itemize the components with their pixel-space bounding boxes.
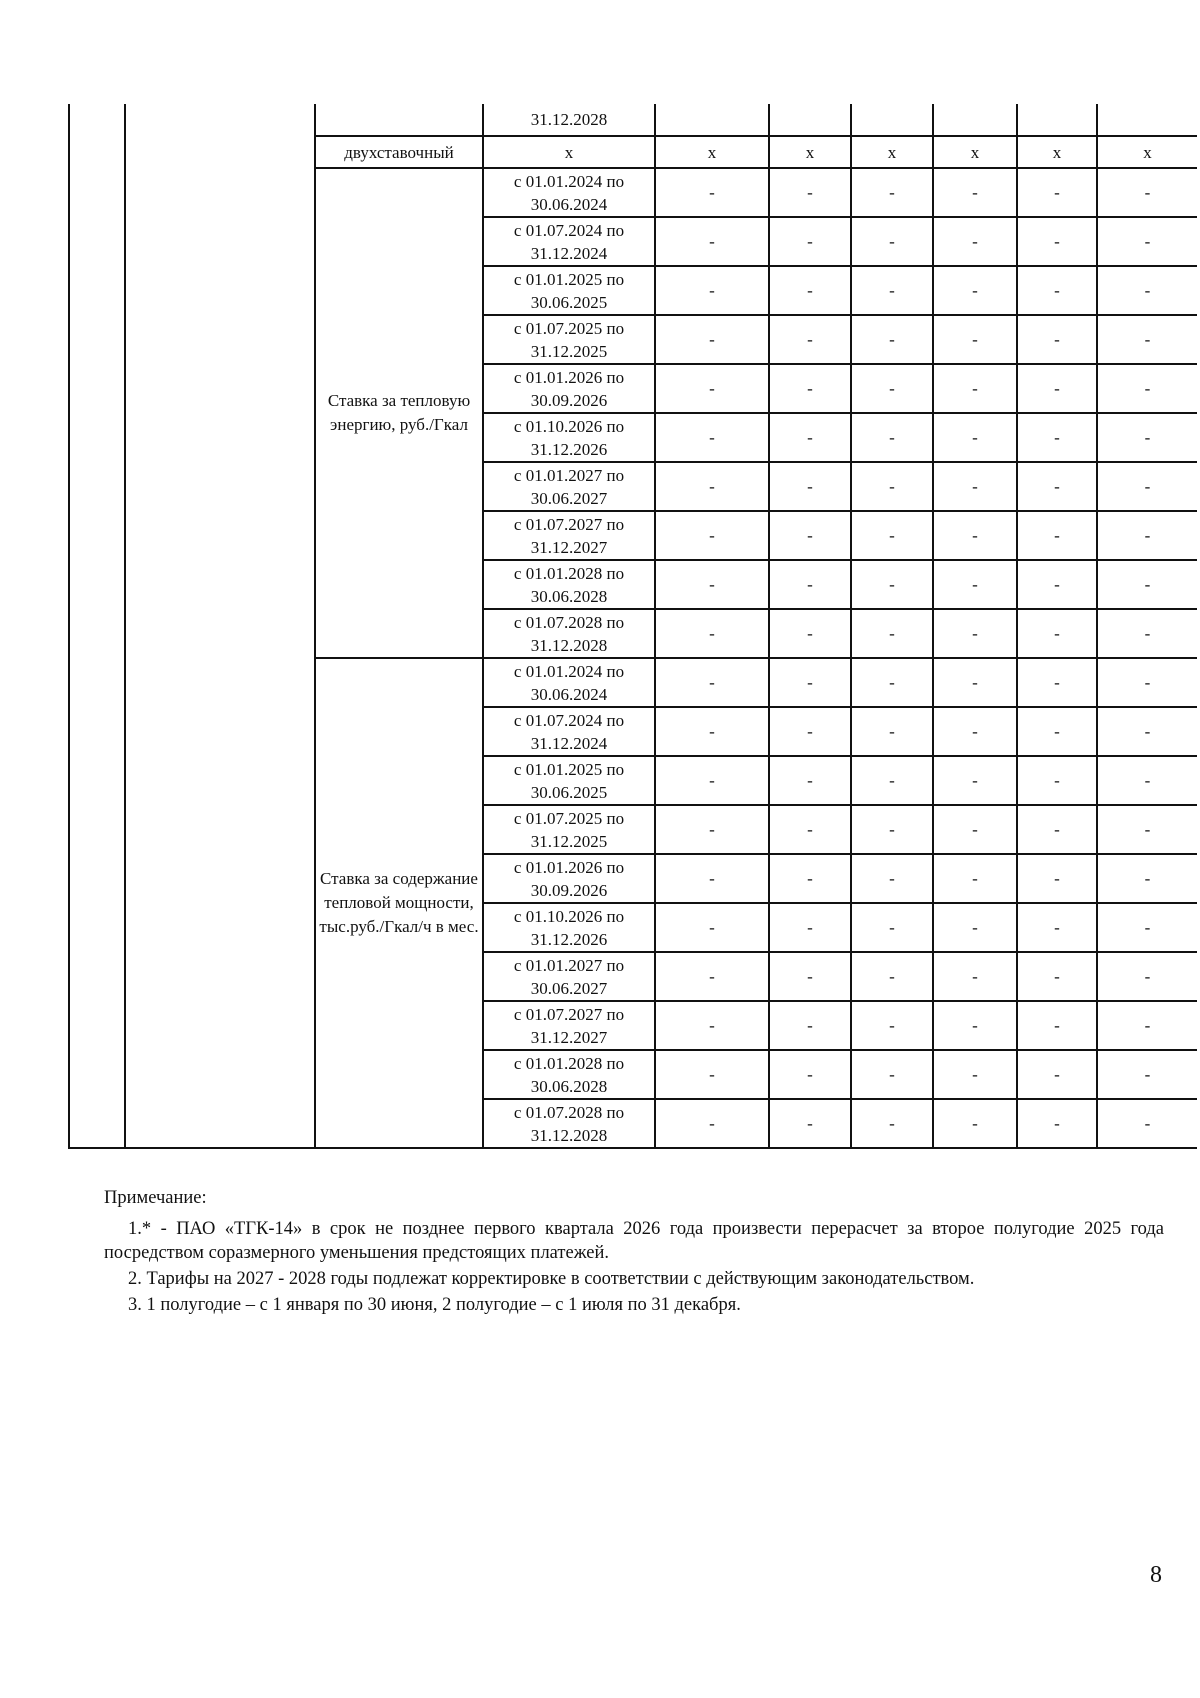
value-cell: - (851, 413, 933, 462)
value-cell: x (851, 136, 933, 168)
value-cell: - (851, 1050, 933, 1099)
value-cell: - (1017, 707, 1097, 756)
side-column-2 (125, 104, 315, 1148)
value-cell (1017, 104, 1097, 136)
value-cell: - (933, 1001, 1017, 1050)
value-cell: - (851, 315, 933, 364)
value-cell: - (769, 511, 851, 560)
period-cell: с 01.01.2028 по 30.06.2028 (483, 560, 655, 609)
value-cell: - (655, 805, 769, 854)
value-cell: - (1097, 266, 1197, 315)
value-cell: - (1097, 1001, 1197, 1050)
value-cell: - (1097, 168, 1197, 217)
value-cell: - (933, 364, 1017, 413)
rate-group-label: Ставка за тепловую энергию, руб./Гкал (315, 168, 483, 658)
value-cell: - (1017, 462, 1097, 511)
value-cell: - (1097, 952, 1197, 1001)
period-cell: с 01.01.2025 по 30.06.2025 (483, 756, 655, 805)
value-cell: - (655, 217, 769, 266)
value-cell: - (933, 266, 1017, 315)
value-cell: - (655, 511, 769, 560)
period-cell: x (483, 136, 655, 168)
value-cell: - (851, 903, 933, 952)
value-cell: - (1017, 511, 1097, 560)
value-cell: - (1097, 511, 1197, 560)
value-cell: - (655, 1099, 769, 1148)
value-cell: - (655, 1050, 769, 1099)
value-cell: - (851, 168, 933, 217)
note-item-2: 2. Тарифы на 2027 - 2028 годы подлежат корректировке в соответствии с действующим законодательством. (128, 1269, 975, 1289)
period-cell: с 01.01.2027 по 30.06.2027 (483, 952, 655, 1001)
period-cell: с 01.07.2025 по 31.12.2025 (483, 315, 655, 364)
value-cell: - (655, 756, 769, 805)
value-cell: - (933, 952, 1017, 1001)
value-cell: - (769, 560, 851, 609)
value-cell: - (1097, 462, 1197, 511)
value-cell: - (1097, 658, 1197, 707)
period-cell: с 01.07.2027 по 31.12.2027 (483, 1001, 655, 1050)
value-cell: - (655, 364, 769, 413)
value-cell: - (1097, 364, 1197, 413)
value-cell: - (769, 658, 851, 707)
value-cell: - (655, 413, 769, 462)
value-cell: - (769, 168, 851, 217)
value-cell: - (1097, 756, 1197, 805)
value-cell: - (933, 1050, 1017, 1099)
value-cell: - (1097, 1050, 1197, 1099)
value-cell: - (1017, 1001, 1097, 1050)
period-cell: с 01.01.2026 по 30.09.2026 (483, 854, 655, 903)
period-cell: с 01.10.2026 по 31.12.2026 (483, 413, 655, 462)
value-cell: - (769, 1001, 851, 1050)
period-cell: с 01.01.2027 по 30.06.2027 (483, 462, 655, 511)
value-cell: - (851, 707, 933, 756)
table-row (69, 104, 1197, 136)
value-cell: - (851, 511, 933, 560)
value-cell: - (933, 756, 1017, 805)
value-cell: - (851, 266, 933, 315)
value-cell: - (655, 315, 769, 364)
notes-section (104, 1186, 1164, 1319)
value-cell: - (655, 1001, 769, 1050)
value-cell: x (1097, 136, 1197, 168)
value-cell: - (851, 217, 933, 266)
value-cell: - (655, 560, 769, 609)
value-cell: - (1017, 952, 1097, 1001)
value-cell: - (655, 609, 769, 658)
value-cell: - (1017, 1099, 1097, 1148)
value-cell: - (769, 217, 851, 266)
value-cell: - (933, 413, 1017, 462)
period-cell: с 01.07.2024 по 31.12.2024 (483, 707, 655, 756)
value-cell: - (1017, 756, 1097, 805)
value-cell: - (1097, 707, 1197, 756)
value-cell: - (769, 609, 851, 658)
value-cell: - (769, 952, 851, 1001)
value-cell: - (1017, 560, 1097, 609)
value-cell: - (1017, 364, 1097, 413)
value-cell: - (1017, 903, 1097, 952)
value-cell: - (933, 462, 1017, 511)
value-cell (1097, 104, 1197, 136)
note-item-1: 1.* - ПАО «ТГК-14» в срок не позднее первого квартала 2026 года произвести перерасчет за второе полугодие 2025 года посредством соразмерного уменьшения предстоящих платежей. (104, 1219, 1164, 1263)
value-cell: - (1097, 560, 1197, 609)
period-cell: с 01.01.2025 по 30.06.2025 (483, 266, 655, 315)
value-cell: - (1017, 609, 1097, 658)
value-cell: - (655, 266, 769, 315)
value-cell: - (1097, 413, 1197, 462)
value-cell: - (655, 952, 769, 1001)
note-item-3: 3. 1 полугодие – с 1 января по 30 июня, 2 полугодие – с 1 июля по 31 декабря. (128, 1295, 741, 1315)
value-cell: - (769, 707, 851, 756)
value-cell: - (769, 805, 851, 854)
value-cell: - (933, 854, 1017, 903)
value-cell: - (851, 364, 933, 413)
value-cell: - (769, 1099, 851, 1148)
value-cell: - (1097, 1099, 1197, 1148)
value-cell: - (851, 462, 933, 511)
tariff-type-label: двухставочный (315, 136, 483, 168)
value-cell: - (851, 609, 933, 658)
value-cell: - (769, 266, 851, 315)
value-cell: - (933, 511, 1017, 560)
value-cell: - (769, 364, 851, 413)
value-cell: - (769, 462, 851, 511)
period-cell: с 01.07.2027 по 31.12.2027 (483, 511, 655, 560)
value-cell: x (933, 136, 1017, 168)
value-cell: - (1017, 658, 1097, 707)
value-cell: - (1017, 315, 1097, 364)
value-cell: - (933, 805, 1017, 854)
value-cell: x (769, 136, 851, 168)
value-cell: - (769, 756, 851, 805)
value-cell (769, 104, 851, 136)
value-cell (933, 104, 1017, 136)
value-cell: - (851, 1099, 933, 1148)
value-cell: - (1097, 854, 1197, 903)
value-cell: - (933, 315, 1017, 364)
value-cell: - (769, 903, 851, 952)
value-cell: - (655, 903, 769, 952)
period-cell: с 01.07.2025 по 31.12.2025 (483, 805, 655, 854)
value-cell: - (1017, 805, 1097, 854)
value-cell: - (1017, 1050, 1097, 1099)
value-cell (851, 104, 933, 136)
value-cell: - (769, 413, 851, 462)
value-cell: - (933, 560, 1017, 609)
value-cell: - (851, 756, 933, 805)
value-cell: - (851, 658, 933, 707)
period-cell: с 01.01.2028 по 30.06.2028 (483, 1050, 655, 1099)
value-cell: x (1017, 136, 1097, 168)
value-cell: - (655, 658, 769, 707)
period-cell: с 01.07.2028 по 31.12.2028 (483, 1099, 655, 1148)
rate-group-label: Ставка за содержание тепловой мощности, тыс.руб./Гкал/ч в мес. (315, 658, 483, 1148)
value-cell: - (655, 707, 769, 756)
value-cell: - (851, 1001, 933, 1050)
value-cell: - (933, 903, 1017, 952)
value-cell: - (851, 952, 933, 1001)
period-cell: с 01.10.2026 по 31.12.2026 (483, 903, 655, 952)
value-cell: - (1017, 266, 1097, 315)
page-number: 8 (1150, 1562, 1162, 1588)
value-cell: - (1017, 217, 1097, 266)
value-cell (655, 104, 769, 136)
value-cell: - (769, 854, 851, 903)
value-cell: - (655, 168, 769, 217)
table-body (69, 104, 1197, 1148)
value-cell: - (1017, 854, 1097, 903)
side-column-1 (69, 104, 125, 1148)
value-cell: x (655, 136, 769, 168)
value-cell: - (1097, 805, 1197, 854)
notes-heading: Примечание: (104, 1188, 207, 1208)
value-cell: - (655, 854, 769, 903)
period-cell: с 01.07.2024 по 31.12.2024 (483, 217, 655, 266)
period-cell: с 01.01.2026 по 30.09.2026 (483, 364, 655, 413)
value-cell: - (933, 1099, 1017, 1148)
value-cell: - (933, 168, 1017, 217)
value-cell: - (933, 707, 1017, 756)
value-cell: - (851, 854, 933, 903)
value-cell: - (655, 462, 769, 511)
period-cell: 31.12.2028 (483, 104, 655, 136)
value-cell: - (1097, 903, 1197, 952)
period-cell: с 01.07.2028 по 31.12.2028 (483, 609, 655, 658)
value-cell: - (851, 560, 933, 609)
tariff-table (68, 104, 1197, 1149)
value-cell: - (851, 805, 933, 854)
value-cell: - (769, 1050, 851, 1099)
value-cell: - (933, 658, 1017, 707)
value-cell: - (1097, 217, 1197, 266)
value-cell: - (933, 217, 1017, 266)
value-cell: - (1097, 609, 1197, 658)
period-cell: с 01.01.2024 по 30.06.2024 (483, 658, 655, 707)
value-cell: - (1017, 168, 1097, 217)
value-cell: - (933, 609, 1017, 658)
value-cell: - (1017, 413, 1097, 462)
value-cell: - (1097, 315, 1197, 364)
blank-label-cell (315, 104, 483, 136)
value-cell: - (769, 315, 851, 364)
tariff-table-container (68, 104, 1197, 1149)
period-cell: с 01.01.2024 по 30.06.2024 (483, 168, 655, 217)
